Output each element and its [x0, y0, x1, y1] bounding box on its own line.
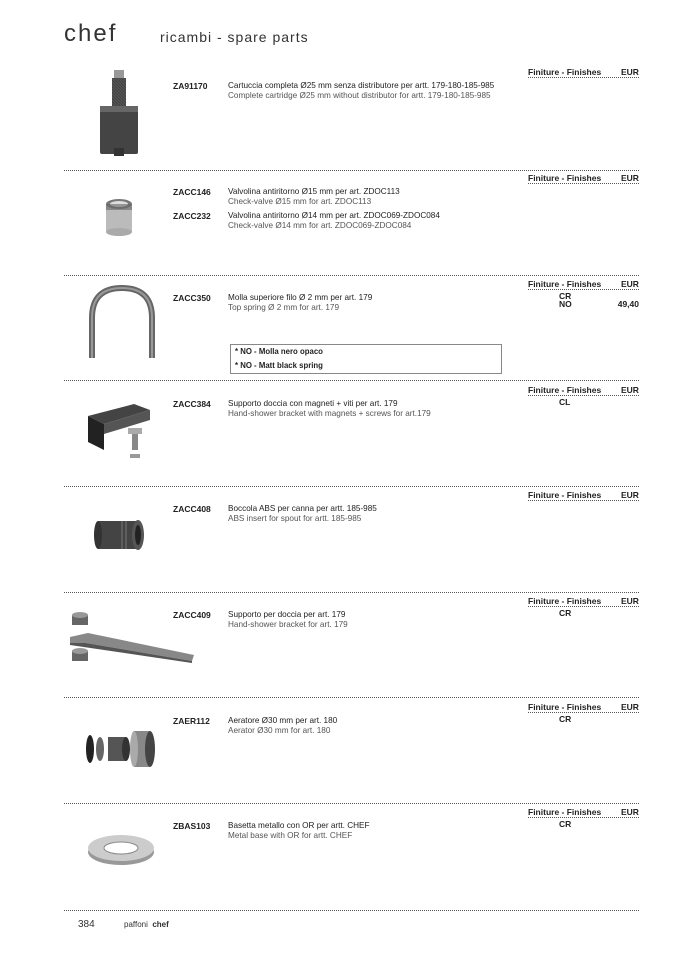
part-description: Supporto per doccia per art. 179 Hand-shower bracket for art. 179 [228, 610, 348, 629]
finishes-header: Finiture - Finishes [528, 490, 602, 500]
brand-title: chef [64, 20, 118, 47]
part-code: ZBAS103 [173, 821, 211, 831]
currency-header: EUR [621, 67, 639, 77]
finish-code: CR [559, 714, 572, 724]
finishes-header: Finiture - Finishes [528, 596, 602, 606]
part-code: ZA91170 [173, 81, 208, 91]
currency-header: EUR [621, 702, 639, 712]
currency-header: EUR [621, 279, 639, 289]
finishes-header: Finiture - Finishes [528, 807, 602, 817]
part-description: Valvolina antiritorno Ø14 mm per art. ZDOC069-ZDOC084 Check-valve Ø14 mm for art. ZDOC069-ZDOC084 [228, 211, 440, 230]
note-line: * NO - Molla nero opaco [235, 347, 323, 356]
part-code: ZACC408 [173, 504, 211, 514]
part-code: ZACC232 [173, 211, 211, 221]
abs-insert-image [92, 515, 148, 555]
part-description: Cartuccia completa Ø25 mm senza distributore per artt. 179-180-185-985 Complete cartridge Ø25 mm without distributor for artt. 179-180-185-985 [228, 81, 495, 100]
footer-brand: paffoni chef [124, 920, 169, 929]
spare-part-section [64, 272, 639, 382]
part-code: ZACC146 [173, 187, 211, 197]
finish-code: CR [559, 291, 572, 301]
page-subtitle: ricambi - spare parts [160, 29, 309, 45]
part-description: Valvolina antiritorno Ø15 mm per art. ZDOC113 Check-valve Ø15 mm for art. ZDOC113 [228, 187, 400, 206]
spare-part-section [64, 166, 639, 276]
part-description: Supporto doccia con magneti + viti per art. 179 Hand-shower bracket with magnets + screws for art.179 [228, 399, 431, 418]
currency-header: EUR [621, 385, 639, 395]
cartridge-image [94, 68, 144, 158]
finishes-header: Finiture - Finishes [528, 385, 602, 395]
spring-image [82, 284, 162, 360]
finishes-header: Finiture - Finishes [528, 67, 602, 77]
part-description: Boccola ABS per canna per artt. 185-985 ABS insert for spout for artt. 185-985 [228, 504, 377, 523]
metal-base-image [86, 832, 156, 868]
spare-part-section [64, 695, 639, 805]
finish-code: CL [559, 397, 571, 407]
spare-part-section [64, 60, 639, 170]
part-code: ZACC409 [173, 610, 211, 620]
part-code: ZACC384 [173, 399, 211, 409]
finishes-header: Finiture - Finishes [528, 702, 602, 712]
footer-divider [64, 910, 639, 911]
part-code: ZAER112 [173, 716, 210, 726]
currency-header: EUR [621, 596, 639, 606]
finishes-header: Finiture - Finishes [528, 173, 602, 183]
part-code: ZACC350 [173, 293, 211, 303]
currency-header: EUR [621, 807, 639, 817]
finish-note-box [230, 344, 502, 374]
aerator-image [84, 725, 158, 771]
currency-header: EUR [621, 490, 639, 500]
spare-part-section [64, 378, 639, 488]
spare-part-section [64, 483, 639, 593]
finish-code: CR [559, 819, 572, 829]
hand-shower-bracket-image [84, 398, 156, 466]
check-valve-image [102, 196, 136, 236]
finish-code: CR [559, 608, 572, 618]
currency-header: EUR [621, 173, 639, 183]
part-description: Basetta metallo con OR per artt. CHEF Metal base with OR for artt. CHEF [228, 821, 370, 840]
spare-part-section [64, 589, 639, 699]
spare-part-section [64, 800, 639, 910]
page-number: 384 [78, 919, 95, 930]
finish-price: 49,40 [617, 299, 639, 309]
part-description: Aeratore Ø30 mm per art. 180 Aerator Ø30 mm for art. 180 [228, 716, 338, 735]
finishes-header: Finiture - Finishes [528, 279, 602, 289]
finish-code: NO [559, 299, 572, 309]
part-description: Molla superiore filo Ø 2 mm per art. 179 Top spring Ø 2 mm for art. 179 [228, 293, 373, 312]
note-line: * NO - Matt black spring [235, 361, 323, 370]
